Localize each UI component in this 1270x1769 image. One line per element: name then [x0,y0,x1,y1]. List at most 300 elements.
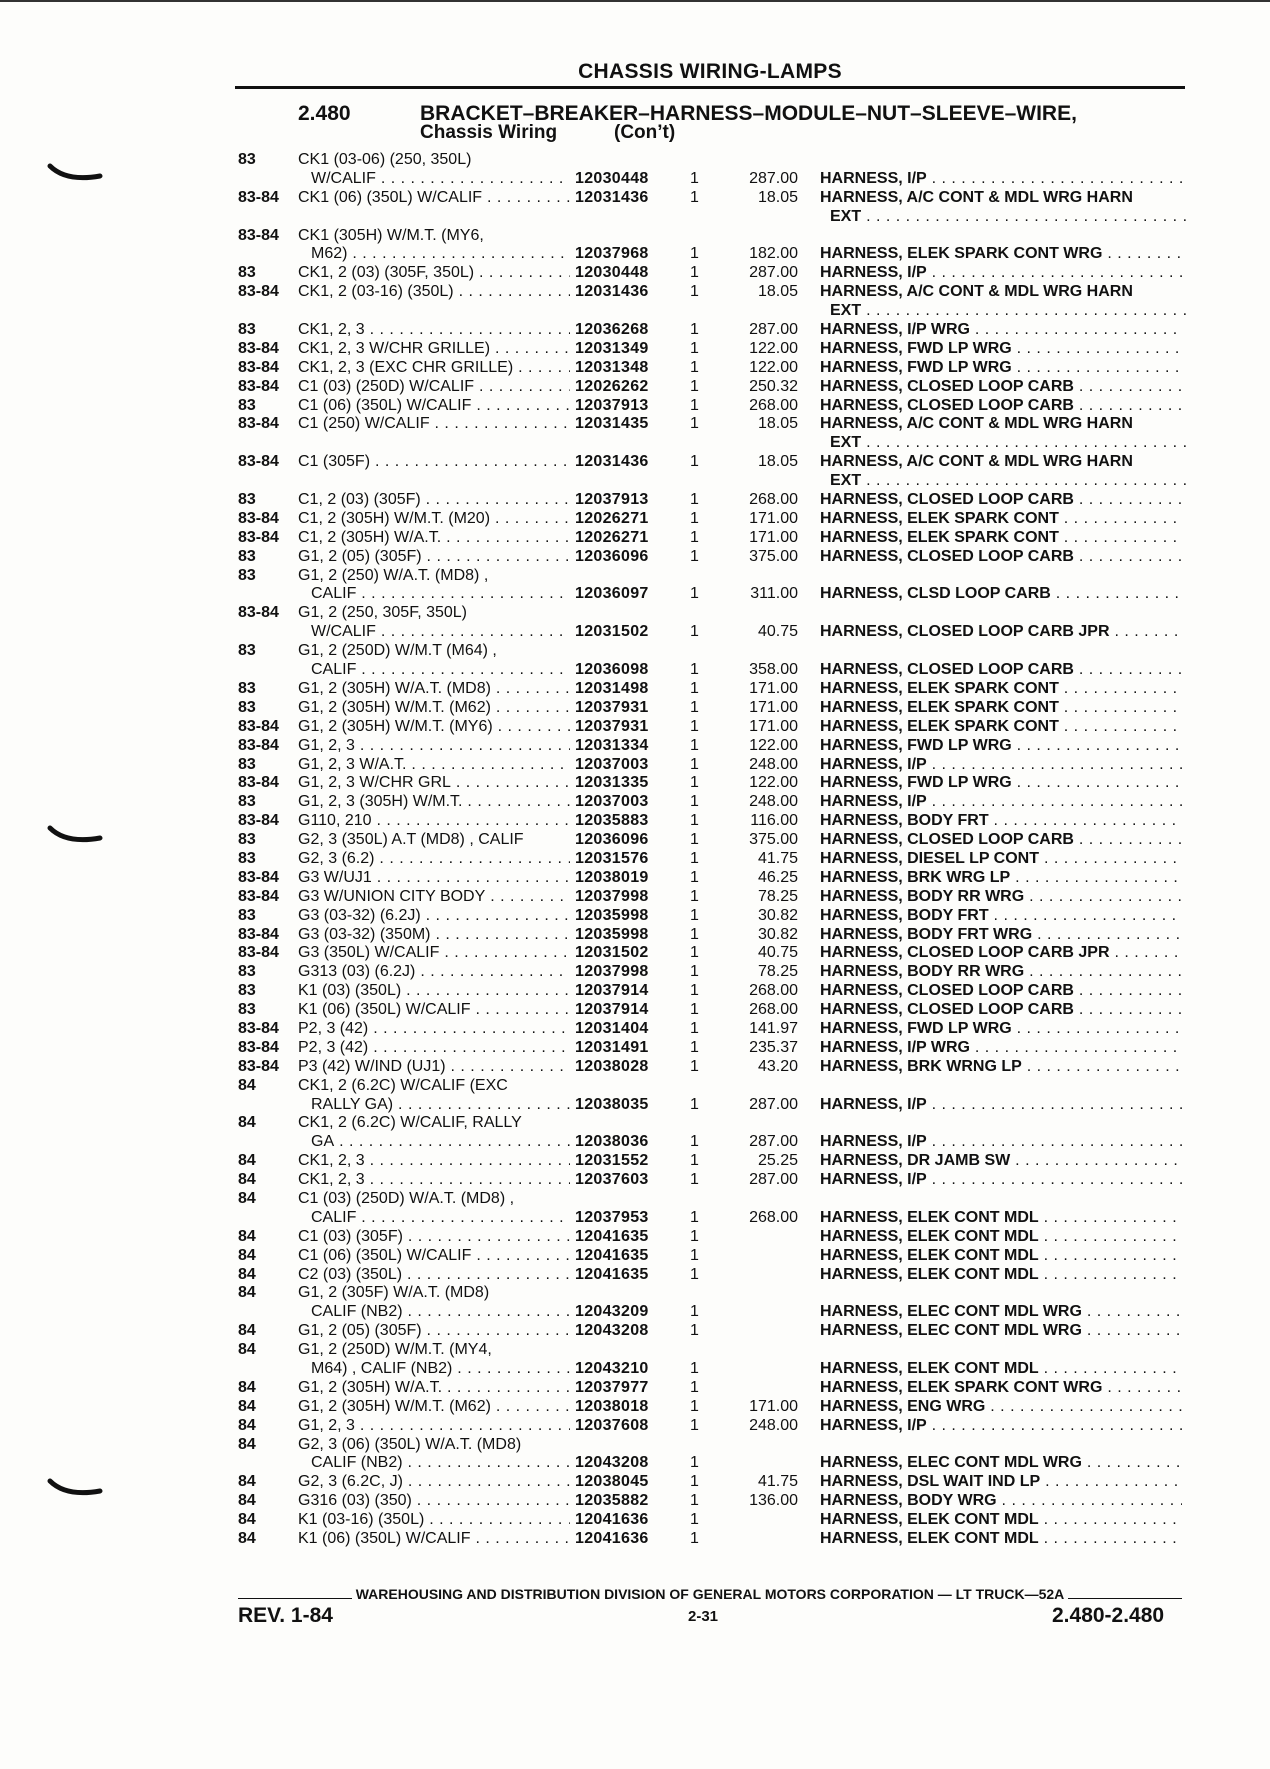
part-number: 12031335 [575,774,649,792]
quantity: 1 [690,774,699,792]
part-number: 12036096 [575,547,649,565]
model-year: 84 [238,1114,256,1132]
price: 78.25 [757,887,798,905]
application: CALIF (NB2) . . . [311,1303,570,1322]
list-item [0,397,1270,416]
application: W/CALIF . . . [311,170,570,189]
part-number: 12041636 [575,1530,649,1548]
price: 358.00 [749,661,798,679]
price: 30.82 [757,925,798,943]
price: 287.00 [749,264,798,282]
application: G2, 3 (350L) A.T (MD8) , CALIF [298,831,524,849]
application: G3 (03-32) (350M) . . . [298,926,570,945]
description: HARNESS, FWD LP WRG . . . [820,774,1182,793]
model-year: 83-84 [238,887,279,905]
price: 287.00 [749,1171,798,1189]
application: G1, 2, 3 W/A.T. . . . [298,756,570,775]
model-year: 83 [238,264,256,282]
list-item [0,170,1270,189]
list-item [0,1114,1270,1133]
application: CALIF (NB2) . . . [311,1454,570,1473]
list-item [0,1190,1270,1209]
part-number: 12031349 [575,339,649,357]
application: CK1, 2 (03) (305F, 350L) . . . [298,264,570,283]
application: CK1 (06) (350L) W/CALIF . . . [298,189,570,208]
quantity: 1 [690,169,699,187]
price: 182.00 [749,245,798,263]
application: K1 (06) (350L) W/CALIF . . . [298,1001,570,1020]
description: HARNESS, ELEK CONT MDL . . . [820,1511,1182,1530]
application: P3 (42) W/IND (UJ1) . . . [298,1058,570,1077]
list-item [0,1133,1270,1152]
application: K1 (06) (350L) W/CALIF . . . [298,1530,570,1549]
list-item [0,1473,1270,1492]
description: HARNESS, CLOSED LOOP CARB . . . [820,548,1182,567]
part-number: 12031498 [575,679,649,697]
list-item [0,1058,1270,1077]
list-item [0,1360,1270,1379]
part-number: 12037608 [575,1416,649,1434]
description: HARNESS, FWD LP WRG . . . [820,359,1182,378]
application: G2, 3 (6.2C, J) . . . [298,1473,570,1492]
price: 25.25 [757,1152,798,1170]
application: G1, 2 (05) (305F) . . . [298,1322,570,1341]
quantity: 1 [690,1152,699,1170]
quantity: 1 [690,793,699,811]
model-year: 83-84 [238,226,279,244]
part-number: 12041635 [575,1246,649,1264]
list-item [0,340,1270,359]
quantity: 1 [690,1001,699,1019]
list-item [0,1020,1270,1039]
description: HARNESS, CLOSED LOOP CARB . . . [820,378,1182,397]
quantity: 1 [690,1038,699,1056]
price: 287.00 [749,169,798,187]
price: 122.00 [749,339,798,357]
model-year: 83-84 [238,736,279,754]
description: HARNESS, ELEK SPARK CONT . . . [820,718,1182,737]
part-number: 12030448 [575,264,649,282]
description: HARNESS, ELEC CONT MDL WRG . . . [820,1322,1182,1341]
quantity: 1 [690,283,699,301]
description: HARNESS, ELEK CONT MDL . . . [820,1530,1182,1549]
quantity: 1 [690,358,699,376]
price: 171.00 [749,717,798,735]
quantity: 1 [690,1019,699,1037]
model-year: 83 [238,566,256,584]
application: G1, 2 (305H) W/M.T. (M62) . . . [298,1398,570,1417]
price: 18.05 [757,453,798,471]
application: G3 (350L) W/CALIF . . . [298,944,570,963]
application: K1 (03-16) (350L) . . . [298,1511,570,1530]
application: G1, 2 (305H) W/A.T. (MD8) . . . [298,680,570,699]
description: HARNESS, ELEC CONT MDL WRG . . . [820,1454,1182,1473]
quantity: 1 [690,812,699,830]
part-number: 12043210 [575,1360,649,1377]
description: HARNESS, ENG WRG . . . [820,1398,1182,1417]
description: HARNESS, BODY FRT WRG . . . [820,926,1182,945]
part-number: 12035998 [575,906,649,924]
price: 122.00 [749,736,798,754]
application: G1, 2 (250, 305F, 350L) [298,604,467,622]
price: 171.00 [749,1397,798,1415]
part-number: 12031436 [575,453,649,471]
description: HARNESS, ELEK SPARK CONT WRG . . . [820,245,1182,264]
quantity: 1 [690,661,699,679]
list-item [0,1436,1270,1455]
quantity: 1 [690,1208,699,1226]
price: 18.05 [757,188,798,206]
application: G1, 2, 3 . . . [298,737,570,756]
list-item [0,1077,1270,1096]
description: EXT . . . [820,472,1192,491]
model-year: 84 [238,1265,256,1283]
list-item [0,1001,1270,1020]
model-year: 84 [238,1076,256,1094]
part-number: 12035882 [575,1492,649,1510]
application: CK1, 2, 3 . . . [298,1171,570,1190]
application: G2, 3 (06) (350L) W/A.T. (MD8) [298,1435,522,1453]
price: 136.00 [749,1492,798,1510]
description: HARNESS, CLOSED LOOP CARB . . . [820,661,1182,680]
list-item [0,1398,1270,1417]
quantity: 1 [690,509,699,527]
model-year: 83 [238,396,256,414]
list-item [0,1209,1270,1228]
description: HARNESS, DIESEL LP CONT . . . [820,850,1182,869]
part-number: 12038045 [575,1473,649,1491]
description: HARNESS, CLOSED LOOP CARB . . . [820,1001,1182,1020]
section-subtitle: Chassis Wiring [420,122,558,143]
section-title: BRACKET–BREAKER–HARNESS–MODULE–NUT–SLEEVE–WIRE, [420,102,1077,125]
part-number: 12031436 [575,283,649,301]
description: HARNESS, I/P . . . [820,756,1182,775]
price: 171.00 [749,528,798,546]
price: 287.00 [749,1095,798,1113]
part-number: 12043208 [575,1454,649,1472]
part-number: 12037603 [575,1171,649,1189]
part-number: 12036268 [575,321,649,339]
description: HARNESS, ELEK CONT MDL . . . [820,1360,1182,1379]
description: HARNESS, BRK WRG LP . . . [820,869,1182,888]
list-item [0,208,1270,227]
list-item [0,737,1270,756]
description: HARNESS, ELEK CONT MDL . . . [820,1228,1182,1247]
model-year: 83 [238,793,256,811]
description: HARNESS, I/P . . . [820,264,1182,283]
list-item [0,888,1270,907]
description: HARNESS, ELEK CONT MDL . . . [820,1266,1182,1285]
model-year: 83-84 [238,604,279,622]
model-year: 83-84 [238,453,279,471]
application: C1 (250) W/CALIF . . . [298,415,570,434]
quantity: 1 [690,1360,699,1377]
description: EXT . . . [820,302,1192,321]
application: C1 (03) (250D) W/A.T. (MD8) , [298,1189,515,1207]
model-year: 84 [238,1416,256,1434]
list-item [0,245,1270,264]
part-number: 12031502 [575,944,649,962]
list-item [0,283,1270,302]
list-item [0,1284,1270,1303]
list-item [0,415,1270,434]
application: G1, 2 (305H) W/M.T. (MY6) . . . [298,718,570,737]
model-year: 83 [238,547,256,565]
application: C1, 2 (305H) W/M.T. (M20) . . . [298,510,570,529]
application: M62) . . . [311,245,570,264]
price: 43.20 [757,1057,798,1075]
price: 40.75 [757,623,798,641]
model-year: 84 [238,1152,256,1170]
list-item [0,756,1270,775]
part-number: 12038028 [575,1057,649,1075]
price: 141.97 [749,1019,798,1037]
part-number: 12031404 [575,1019,649,1037]
application: CK1, 2 (03-16) (350L) . . . [298,283,570,302]
list-item [0,850,1270,869]
part-number: 12031435 [575,415,649,433]
application: C1 (03) (250D) W/CALIF . . . [298,378,570,397]
application: CALIF . . . [311,585,570,604]
price: 18.05 [757,415,798,433]
list-item [0,510,1270,529]
quantity: 1 [690,1397,699,1415]
part-number: 12035883 [575,812,649,830]
list-item [0,944,1270,963]
application: G1, 2, 3 (305H) W/M.T. . . . [298,793,570,812]
model-year: 83-84 [238,868,279,886]
quantity: 1 [690,717,699,735]
part-number: 12037913 [575,491,649,509]
model-year: 83 [238,642,256,660]
description: HARNESS, ELEK SPARK CONT . . . [820,510,1182,529]
description: HARNESS, I/P WRG . . . [820,321,1182,340]
part-number: 12037998 [575,887,649,905]
quantity: 1 [690,396,699,414]
price: 268.00 [749,982,798,1000]
list-item [0,623,1270,642]
part-number: 12031436 [575,188,649,206]
model-year: 83 [238,755,256,773]
model-year: 83-84 [238,188,279,206]
part-number: 12037931 [575,698,649,716]
description: EXT . . . [820,434,1192,453]
model-year: 83-84 [238,717,279,735]
price: 268.00 [749,1001,798,1019]
model-year: 83-84 [238,1038,279,1056]
list-item [0,1266,1270,1285]
quantity: 1 [690,415,699,433]
price: 41.75 [757,849,798,867]
list-item [0,1322,1270,1341]
model-year: 83 [238,491,256,509]
list-item [0,378,1270,397]
list-item [0,1511,1270,1530]
quantity: 1 [690,585,699,603]
part-number: 12037914 [575,982,649,1000]
quantity: 1 [690,1265,699,1283]
application: CK1 (305H) W/M.T. (MY6, [298,226,484,244]
quantity: 1 [690,982,699,1000]
part-number: 12038018 [575,1397,649,1415]
description: HARNESS, I/P . . . [820,1171,1182,1190]
application: W/CALIF . . . [311,623,570,642]
price: 375.00 [749,831,798,849]
model-year: 84 [238,1378,256,1396]
part-number: 12041635 [575,1265,649,1283]
application: CK1 (03-06) (250, 350L) [298,151,472,168]
model-year: 84 [238,1246,256,1264]
list-item [0,359,1270,378]
model-year: 84 [238,1492,256,1510]
description: HARNESS, I/P . . . [820,1096,1182,1115]
price: 18.05 [757,283,798,301]
list-item [0,963,1270,982]
list-item [0,227,1270,246]
price: 287.00 [749,1133,798,1151]
model-year: 83 [238,321,256,339]
list-item [0,434,1270,453]
application: G1, 2, 3 W/CHR GRL . . . [298,774,570,793]
quantity: 1 [690,1530,699,1548]
application: C1, 2 (305H) W/A.T. . . . [298,529,570,548]
model-year: 84 [238,1284,256,1302]
description: HARNESS, ELEK SPARK CONT . . . [820,699,1182,718]
part-number: 12037968 [575,245,649,263]
part-number: 12030448 [575,169,649,187]
quantity: 1 [690,1246,699,1264]
quantity: 1 [690,1171,699,1189]
model-year: 83 [238,906,256,924]
quantity: 1 [690,906,699,924]
model-year: 84 [238,1171,256,1189]
model-year: 83 [238,849,256,867]
part-number: 12038035 [575,1095,649,1113]
application: G1, 2 (305H) W/M.T. (M62) . . . [298,699,570,718]
part-number: 12036096 [575,831,649,849]
section-number: 2.480 [298,102,351,125]
part-number: 12043209 [575,1303,649,1321]
price: 171.00 [749,679,798,697]
quantity: 1 [690,1133,699,1151]
quantity: 1 [690,1416,699,1434]
model-year: 83-84 [238,944,279,962]
description: HARNESS, CLOSED LOOP CARB . . . [820,831,1182,850]
model-year: 83 [238,679,256,697]
list-item [0,453,1270,472]
quantity: 1 [690,831,699,849]
list-item [0,321,1270,340]
description: EXT . . . [820,208,1192,227]
model-year: 83-84 [238,774,279,792]
price: 41.75 [757,1473,798,1491]
quantity: 1 [690,321,699,339]
application: C1, 2 (03) (305F) . . . [298,491,570,510]
list-item [0,567,1270,586]
price: 171.00 [749,509,798,527]
description: HARNESS, CLOSED LOOP CARB . . . [820,982,1182,1001]
list-item [0,151,1270,170]
part-number: 12031491 [575,1038,649,1056]
part-number: 12031334 [575,736,649,754]
part-number: 12036098 [575,661,649,679]
description: HARNESS, ELEK SPARK CONT WRG . . . [820,1379,1182,1398]
price: 248.00 [749,1416,798,1434]
application: RALLY GA) . . . [311,1096,570,1115]
part-number: 12026262 [575,377,649,395]
application: C2 (03) (350L) . . . [298,1266,570,1285]
price: 46.25 [757,868,798,886]
description: HARNESS, CLOSED LOOP CARB . . . [820,491,1182,510]
part-number: 12043208 [575,1322,649,1340]
description: HARNESS, BRK WRNG LP . . . [820,1058,1182,1077]
model-year: 83-84 [238,339,279,357]
description: HARNESS, FWD LP WRG . . . [820,737,1182,756]
quantity: 1 [690,755,699,773]
quantity: 1 [690,491,699,509]
list-item [0,1417,1270,1436]
quantity: 1 [690,944,699,962]
application: CK1, 2, 3 . . . [298,321,570,340]
application: G1, 2 (250D) W/M.T (M64) , [298,642,497,660]
header-rule [235,86,1185,89]
quantity: 1 [690,1511,699,1529]
model-year: 83-84 [238,509,279,527]
application: G1, 2 (305H) W/A.T. . . . [298,1379,570,1398]
description: HARNESS, I/P . . . [820,170,1182,189]
price: 122.00 [749,774,798,792]
description: HARNESS, DR JAMB SW . . . [820,1152,1182,1171]
model-year: 83-84 [238,812,279,830]
description: HARNESS, I/P . . . [820,1417,1182,1436]
list-item [0,548,1270,567]
application: CK1, 2, 3 W/CHR GRILLE) . . . [298,340,570,359]
application: G313 (03) (6.2J) . . . [298,963,570,982]
application: CK1, 2 (6.2C) W/CALIF (EXC [298,1076,508,1094]
price: 250.32 [749,377,798,395]
application: G1, 2 (05) (305F) . . . [298,548,570,567]
application: G1, 2, 3 . . . [298,1417,570,1436]
quantity: 1 [690,1473,699,1491]
model-year: 83-84 [238,283,279,301]
list-item [0,1530,1270,1549]
top-edge-rule [0,0,1270,8]
list-item [0,585,1270,604]
application: CALIF . . . [311,661,570,680]
list-item [0,264,1270,283]
list-item [0,1171,1270,1190]
quantity: 1 [690,849,699,867]
description: HARNESS, FWD LP WRG . . . [820,1020,1182,1039]
model-year: 84 [238,1322,256,1340]
application: G316 (03) (350) . . . [298,1492,570,1511]
part-number: 12037931 [575,717,649,735]
application: M64) , CALIF (NB2) . . . [311,1360,570,1379]
model-year: 84 [238,1435,256,1453]
price: 171.00 [749,698,798,716]
model-year: 83 [238,698,256,716]
quantity: 1 [690,679,699,697]
model-year: 84 [238,1530,256,1548]
list-item [0,302,1270,321]
list-item [0,529,1270,548]
description: HARNESS, CLOSED LOOP CARB JPR . . . [820,944,1182,963]
application: GA . . . [311,1133,570,1152]
quantity: 1 [690,339,699,357]
list-item [0,926,1270,945]
list-item [0,793,1270,812]
price: 375.00 [749,547,798,565]
